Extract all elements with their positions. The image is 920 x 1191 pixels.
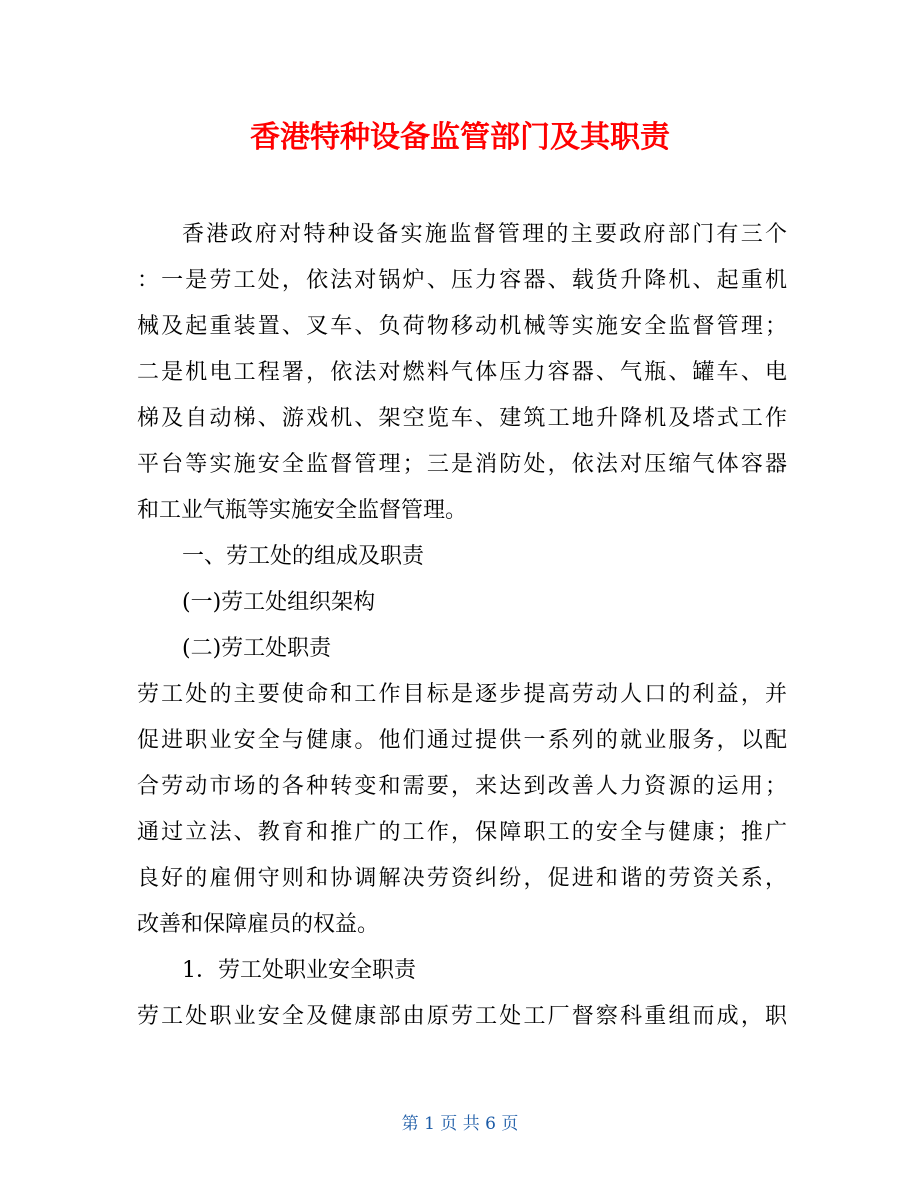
paragraph-line: 促进职业安全与健康。他们通过提供一系列的就业服务，以配 <box>137 728 787 753</box>
document-body <box>137 212 787 1040</box>
paragraph-line: 劳工处的主要使命和工作目标是逐步提高劳动人口的利益，并 <box>137 682 787 707</box>
paragraph-line: 改善和保障雇员的权益。 <box>137 912 380 937</box>
paragraph-line: ：一是劳工处，依法对锅炉、压力容器、载货升降机、起重机 <box>137 268 787 293</box>
paragraph-line: 合劳动市场的各种转变和需要，来达到改善人力资源的运用； <box>137 774 787 799</box>
paragraph-line: 梯及自动梯、游戏机、架空览车、建筑工地升降机及塔式工作 <box>137 406 787 431</box>
paragraph-line: 平台等实施安全监督管理；三是消防处，依法对压缩气体容器 <box>137 452 787 477</box>
numbered-heading: 1．劳工处职业安全职责 <box>182 958 416 983</box>
paragraph-line: 二是机电工程署，依法对燃料气体压力容器、气瓶、罐车、电 <box>137 360 787 385</box>
page-number-footer: 第 1 页 共 6 页 <box>401 1114 519 1134</box>
paragraph-line: 劳工处职业安全及健康部由原劳工处工厂督察科重组而成，职 <box>137 1004 787 1029</box>
paragraph-line: 和工业气瓶等实施安全监督管理。 <box>137 498 468 523</box>
paragraph-line: 械及起重装置、叉车、负荷物移动机械等实施安全监督管理； <box>137 314 787 339</box>
document-title: 香港特种设备监管部门及其职责 <box>250 120 670 155</box>
section-heading: 一、劳工处的组成及职责 <box>182 544 425 569</box>
subsection-heading: (一)劳工处组织架构 <box>182 590 376 615</box>
paragraph-line: 香港政府对特种设备实施监督管理的主要政府部门有三个 <box>182 222 787 247</box>
subsection-heading: (二)劳工处职责 <box>182 636 332 661</box>
paragraph-line: 良好的雇佣守则和协调解决劳资纠纷，促进和谐的劳资关系， <box>137 866 787 891</box>
paragraph-line: 通过立法、教育和推广的工作，保障职工的安全与健康；推广 <box>137 820 787 845</box>
